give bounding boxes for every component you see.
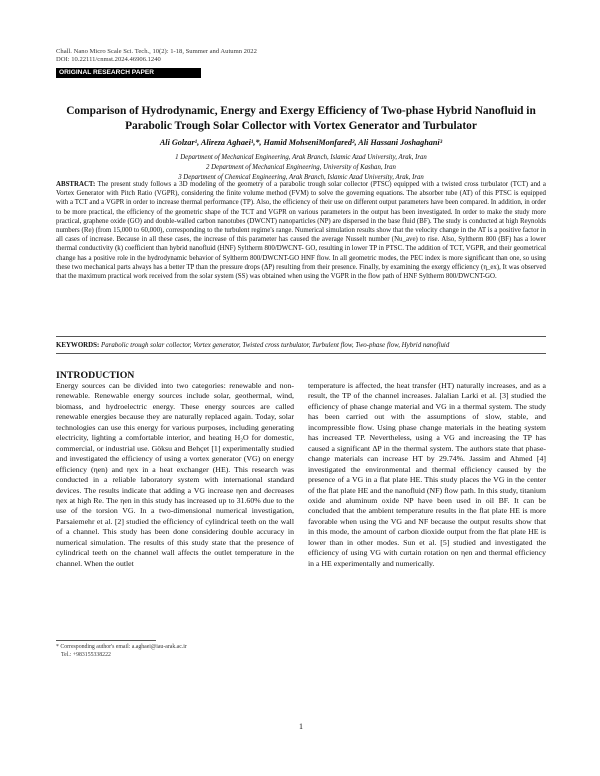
divider-bottom	[56, 353, 546, 354]
corresponding-author-email: * Corresponding author's email: a.aghaei@iau-arak.ac.ir	[56, 644, 187, 650]
author-list: Ali Golzar¹, Alireza Aghaei¹,*, Hamid MohseniMonfared², Ali Hassani Joshaghani³	[159, 138, 443, 147]
divider-top	[56, 336, 546, 337]
corresponding-author-phone: Tel.: +983155338222	[61, 651, 111, 658]
keywords-text: Parabolic trough solar collector, Vortex generator, Twisted cross turbulator, Turbulent flow, Two-phase flow, Hybrid nanofluid	[101, 342, 450, 349]
page-number: 1	[299, 722, 303, 731]
footnote	[56, 644, 187, 659]
paper-type-badge: ORIGINAL RESEARCH PAPER	[56, 68, 201, 78]
body-column-left: Energy sources can be divided into two categories: renewable and non-renewable. Renewable energy sources include solar, geothermal, wind, biomass, and hydroelectric energy. These energy sources are called renewable energies because they are naturally replaced again. Today, solar technologies can use this energy for various purposes, including generating electricity, lighting a comfortable interior, and heating H₂O for domestic, commercial, or industrial use. Göksu and Behçet [1] experimentally studied and investigated the efficiency of using a vortex generator (VG) on energy efficiency (ηen) and ηex in a heat exchanger (HE). This research was conducted in a reliable laboratory system with international standard devices. The results indicate that adding a VG increase ηen and decreases ηex at high Re. The ηen in this study has increased up to 31.60% due to the use of the torsion VG. In a two-dimensional numerical investigation, Parsaiemehr et al. [2] studied the efficiency of cylindrical teeth on the wall of a channel. This study has been done considering double accuracy in numerical simulation. The results of this study state that the presence of cylindrical teeth on the channel wall affects the outlet temperature in the channel. When the outlet	[56, 381, 294, 568]
doi: DOI: 10.22111/cnmst.2024.46906.1240	[56, 56, 161, 64]
keywords	[56, 341, 546, 350]
abstract-label: ABSTRACT:	[56, 181, 96, 188]
abstract-text: The present study follows a 3D modeling of the geometry of a parabolic trough solar collector (PTSC) equipped with a twisted cross turbulator (TCT) and a Vortex Generator with Pitch Ratio (VGPR), considering the finite volume method (FVM) to solve the governing equations. The absorber tube (AT) of this PTSC is equipped with a TCT and a VGPR in order to increase thermal performance (TP). Also, the efficiency of their use on different output parameters have been compared. In addition, in order to be more practical, the efficiency of the geometric shape of the TCT and VGPR on various parameters in the output has been investigated. In order to make the study more practical, graphene oxide (GO) and double-walled carbon nanotubes (DWCNT) nanoparticles (NP) are dispersed in the base fluid (BF). The study is conducted at high Reynolds numbers (Re) (from 15,000 to 60,000), corresponding to the turbulent regime's range. Numerical simulation results show that the velocity change in the AT is a positive factor in all cases of increase. Because in all these cases, the increase of this parameter has caused the average Nusselt number (Nu_ave) to rise. Also, Syltherm 800 (BF) has a lower thermal conductivity (k) coefficient than hybrid nanofluid (HNF) Syltherm 800/DWCNT- GO, resulting in lower TP in PTSC. The addition of TCT, VGPR, and their geometrical change has a positive role in the hydrodynamic behavior of Syltherm 800/DWCNT-GO HNF flow. In all geometric modes, the PEC index is more significant than one, so using these two mechanical parts always has a better TP than the pressure drops (ΔP) resulting from their presence. Finally, by examining the exergy efficiency (η_ex), It was observed that the maximum practical work received from the solar system (SS) was obtained when using the VGPR in the flow path of HNF Syltherm 800/DWCNT-GO.	[56, 181, 546, 281]
affiliation-2: 2 Department of Mechanical Engineering, University of Kashan, Iran	[206, 164, 396, 171]
body-column-right: temperature is affected, the heat transfer (HT) naturally increases, and as a result, the TP of the channel increases. Jalalian Larki et al. [3] studied the efficiency of phase change material and VG in a thermal system. The study has been carried out with the assumptions of slow, stable, and incompressible flow. Using phase change materials in the heating system has increased TP. Nevertheless, using a VG and increasing the TP has caused a significant ΔP in the thermal system. The authors state that phase-change materials can increase HT by 29.74%. Jassim and Ahmed [4] investigated the environmental and thermal efficiency caused by the presence of a VG in a flat plate HE. This study places the VG in the center of the flat plate HE and the nanofluid (NF) flow path. In this study, titanium oxide and aluminum oxide NP have been used in oil BF. It can be concluded that the ambient temperature results in the flat plate HE is more favorable when using the VG and NF because the output results show that in this mode, the amount of carbon dioxide output from the flat plate HE is lower than in other modes. Sun et al. [5] studied and investigated the efficiency of using VG with curtain rotation on ηen and thermal efficiency in a HE experimentally and numerically.	[308, 381, 546, 568]
footnote-rule	[56, 640, 156, 641]
keywords-label: KEYWORDS:	[56, 342, 100, 349]
abstract	[56, 180, 546, 281]
journal-citation: Chall. Nano Micro Scale Sci. Tech., 10(2): 1-18, Summer and Autumn 2022	[56, 48, 257, 55]
affiliation-1: 1 Department of Mechanical Engineering, Arak Branch, Islamic Azad University, Arak, Iran	[175, 154, 427, 161]
section-heading-introduction: INTRODUCTION	[56, 370, 135, 381]
affiliation-3: 3 Department of Chemical Engineering, Arak Branch, Islamic Azad University, Arak, Iran	[178, 174, 424, 181]
journal-header	[56, 48, 257, 65]
paper-title: Comparison of Hydrodynamic, Energy and Exergy Efficiency of Two-phase Hybrid Nanofluid in Parabolic Trough Solar Collector with Vortex Generator and Turbulator	[66, 105, 536, 132]
